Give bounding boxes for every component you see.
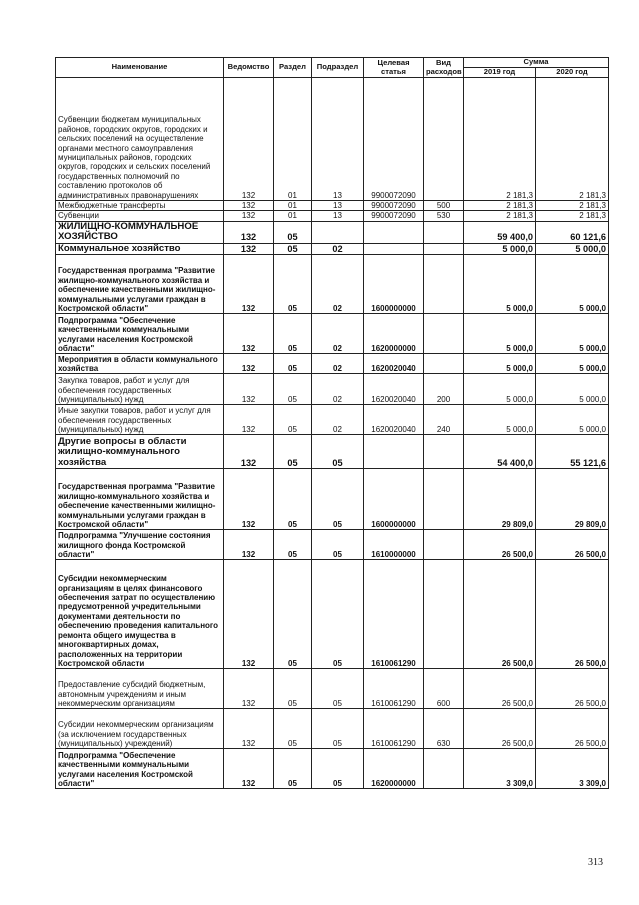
cell-target: 1620020040 [364, 374, 424, 405]
cell-sum-2019: 5 000,0 [464, 374, 536, 405]
table-row [56, 530, 609, 560]
cell-dept: 132 [224, 469, 274, 530]
cell-type [424, 435, 464, 469]
header-2020: 2020 год [536, 68, 609, 78]
cell-target [364, 221, 424, 243]
cell-type [424, 314, 464, 354]
cell-type [424, 469, 464, 530]
header-section: Раздел [274, 58, 312, 78]
cell-sum-2020: 60 121,6 [536, 221, 609, 243]
table-body [56, 78, 609, 789]
cell-section: 05 [274, 405, 312, 435]
table-row [56, 255, 609, 314]
header-2019: 2019 год [464, 68, 536, 78]
cell-section: 05 [274, 530, 312, 560]
cell-target [364, 243, 424, 255]
cell-sum-2020: 2 181,3 [536, 201, 609, 211]
cell-sum-2020: 26 500,0 [536, 560, 609, 669]
cell-target: 1610061290 [364, 669, 424, 709]
cell-type: 500 [424, 201, 464, 211]
cell-name: Субвенции бюджетам муниципальных районов, городских округов, городских и сельских поселений на осуществление органами местного самоуправления муниципальных районов, городских округов, городских и сельских поселений государственных полномочий по составлению протоколов об административных правонарушениях [56, 78, 224, 201]
cell-type: 630 [424, 709, 464, 749]
cell-dept: 132 [224, 201, 274, 211]
cell-sum-2020: 3 309,0 [536, 749, 609, 789]
cell-type [424, 560, 464, 669]
cell-sum-2020: 2 181,3 [536, 78, 609, 201]
header-target: Целевая статья [364, 58, 424, 78]
table-row [56, 211, 609, 221]
header-subsection: Подраздел [312, 58, 364, 78]
table-row [56, 201, 609, 211]
cell-section: 05 [274, 354, 312, 374]
table-row [56, 749, 609, 789]
cell-name: Предоставление субсидий бюджетным, автономным учреждениям и иным некоммерческим организациям [56, 669, 224, 709]
cell-sum-2020: 5 000,0 [536, 255, 609, 314]
cell-subsection: 05 [312, 435, 364, 469]
table-row [56, 560, 609, 669]
cell-sum-2019: 2 181,3 [464, 78, 536, 201]
table-row [56, 221, 609, 243]
table-row [56, 709, 609, 749]
cell-section: 05 [274, 709, 312, 749]
cell-target [364, 435, 424, 469]
cell-name: Межбюджетные трансферты [56, 201, 224, 211]
cell-type [424, 530, 464, 560]
cell-dept: 132 [224, 78, 274, 201]
cell-type [424, 221, 464, 243]
cell-subsection: 05 [312, 469, 364, 530]
cell-name: Подпрограмма "Обеспечение качественными коммунальными услугами населения Костромской области" [56, 749, 224, 789]
cell-name: Подпрограмма "Обеспечение качественными коммунальными услугами населения Костромской области" [56, 314, 224, 354]
budget-table [55, 57, 609, 789]
cell-target: 1620000000 [364, 749, 424, 789]
cell-name: Иные закупки товаров, работ и услуг для обеспечения государственных (муниципальных) нужд [56, 405, 224, 435]
cell-sum-2019: 5 000,0 [464, 243, 536, 255]
cell-sum-2020: 5 000,0 [536, 374, 609, 405]
cell-sum-2020: 29 809,0 [536, 469, 609, 530]
cell-type [424, 749, 464, 789]
cell-dept: 132 [224, 530, 274, 560]
cell-type: 600 [424, 669, 464, 709]
cell-sum-2019: 5 000,0 [464, 405, 536, 435]
cell-section: 05 [274, 435, 312, 469]
cell-type: 240 [424, 405, 464, 435]
cell-subsection: 02 [312, 405, 364, 435]
cell-target: 1610000000 [364, 530, 424, 560]
cell-name: Субвенции [56, 211, 224, 221]
cell-dept: 132 [224, 560, 274, 669]
cell-target: 9900072090 [364, 201, 424, 211]
cell-section: 05 [274, 314, 312, 354]
cell-type: 530 [424, 211, 464, 221]
cell-subsection: 05 [312, 530, 364, 560]
cell-name: Коммунальное хозяйство [56, 243, 224, 255]
table-row [56, 435, 609, 469]
header-name: Наименование [56, 58, 224, 78]
cell-dept: 132 [224, 255, 274, 314]
cell-name: Мероприятия в области коммунального хозяйства [56, 354, 224, 374]
table-row [56, 78, 609, 201]
cell-sum-2019: 5 000,0 [464, 354, 536, 374]
cell-dept: 132 [224, 669, 274, 709]
cell-sum-2019: 26 500,0 [464, 709, 536, 749]
cell-subsection: 02 [312, 314, 364, 354]
cell-target: 1620020040 [364, 354, 424, 374]
cell-section: 05 [274, 374, 312, 405]
cell-subsection: 02 [312, 255, 364, 314]
header-type: Вид расходов [424, 58, 464, 78]
cell-type: 200 [424, 374, 464, 405]
header-dept: Ведомство [224, 58, 274, 78]
cell-dept: 132 [224, 749, 274, 789]
cell-subsection: 05 [312, 560, 364, 669]
cell-type [424, 255, 464, 314]
cell-name: Закупка товаров, работ и услуг для обеспечения государственных (муниципальных) нужд [56, 374, 224, 405]
cell-section: 05 [274, 221, 312, 243]
cell-sum-2019: 5 000,0 [464, 255, 536, 314]
cell-name: Субсидии некоммерческим организациям (за исключением государственных (муниципальных) учреждений) [56, 709, 224, 749]
cell-section: 05 [274, 469, 312, 530]
cell-sum-2019: 3 309,0 [464, 749, 536, 789]
cell-sum-2019: 2 181,3 [464, 211, 536, 221]
cell-name: Субсидии некоммерческим организациям в целях финансового обеспечения затрат по осуществлению предусмотренной учредительными документами деятельности по обеспечению проведения капитального ремонта общего имущества в многоквартирных домах, расположенных на территории Костромской области [56, 560, 224, 669]
table-row [56, 354, 609, 374]
cell-dept: 132 [224, 709, 274, 749]
cell-subsection: 05 [312, 749, 364, 789]
cell-sum-2020: 55 121,6 [536, 435, 609, 469]
cell-name: Государственная программа "Развитие жилищно-коммунального хозяйства и обеспечение качественными жилищно-коммунальными услугами граждан в Костромской области" [56, 469, 224, 530]
cell-name: Подпрограмма "Улучшение состояния жилищного фонда Костромской области" [56, 530, 224, 560]
cell-sum-2020: 2 181,3 [536, 211, 609, 221]
cell-target: 9900072090 [364, 211, 424, 221]
cell-subsection: 02 [312, 243, 364, 255]
cell-section: 05 [274, 669, 312, 709]
cell-subsection: 02 [312, 374, 364, 405]
cell-type [424, 354, 464, 374]
cell-name: ЖИЛИЩНО-КОММУНАЛЬНОЕ ХОЗЯЙСТВО [56, 221, 224, 243]
cell-target: 1620000000 [364, 314, 424, 354]
header-sum: Сумма [464, 58, 609, 68]
cell-subsection: 13 [312, 201, 364, 211]
cell-dept: 132 [224, 314, 274, 354]
cell-section: 05 [274, 749, 312, 789]
cell-section: 01 [274, 78, 312, 201]
cell-target: 1620020040 [364, 405, 424, 435]
cell-sum-2020: 26 500,0 [536, 530, 609, 560]
cell-target: 1600000000 [364, 255, 424, 314]
cell-target: 1610061290 [364, 709, 424, 749]
cell-target: 1610061290 [364, 560, 424, 669]
cell-dept: 132 [224, 374, 274, 405]
table-row [56, 469, 609, 530]
cell-sum-2019: 54 400,0 [464, 435, 536, 469]
cell-subsection: 02 [312, 354, 364, 374]
page-number: 313 [588, 857, 603, 868]
table-row [56, 243, 609, 255]
cell-sum-2019: 26 500,0 [464, 560, 536, 669]
cell-type [424, 78, 464, 201]
cell-dept: 132 [224, 243, 274, 255]
cell-sum-2020: 26 500,0 [536, 669, 609, 709]
cell-sum-2019: 29 809,0 [464, 469, 536, 530]
cell-type [424, 243, 464, 255]
cell-sum-2020: 5 000,0 [536, 314, 609, 354]
cell-subsection: 05 [312, 669, 364, 709]
cell-dept: 132 [224, 211, 274, 221]
cell-section: 01 [274, 211, 312, 221]
cell-sum-2020: 26 500,0 [536, 709, 609, 749]
table-row [56, 405, 609, 435]
cell-dept: 132 [224, 221, 274, 243]
cell-target: 1600000000 [364, 469, 424, 530]
table-row [56, 374, 609, 405]
cell-name: Другие вопросы в области жилищно-коммунального хозяйства [56, 435, 224, 469]
cell-subsection: 13 [312, 211, 364, 221]
cell-subsection: 13 [312, 78, 364, 201]
cell-sum-2019: 2 181,3 [464, 201, 536, 211]
cell-sum-2019: 26 500,0 [464, 530, 536, 560]
cell-dept: 132 [224, 354, 274, 374]
cell-sum-2019: 26 500,0 [464, 669, 536, 709]
cell-dept: 132 [224, 435, 274, 469]
cell-sum-2020: 5 000,0 [536, 354, 609, 374]
cell-target: 9900072090 [364, 78, 424, 201]
cell-sum-2019: 59 400,0 [464, 221, 536, 243]
table-row [56, 669, 609, 709]
cell-section: 05 [274, 243, 312, 255]
cell-name: Государственная программа "Развитие жилищно-коммунального хозяйства и обеспечение качественными жилищно-коммунальными услугами граждан в Костромской области" [56, 255, 224, 314]
cell-sum-2019: 5 000,0 [464, 314, 536, 354]
cell-sum-2020: 5 000,0 [536, 405, 609, 435]
cell-sum-2020: 5 000,0 [536, 243, 609, 255]
cell-section: 05 [274, 255, 312, 314]
table-row [56, 314, 609, 354]
cell-dept: 132 [224, 405, 274, 435]
cell-section: 05 [274, 560, 312, 669]
cell-subsection [312, 221, 364, 243]
cell-subsection: 05 [312, 709, 364, 749]
cell-section: 01 [274, 201, 312, 211]
